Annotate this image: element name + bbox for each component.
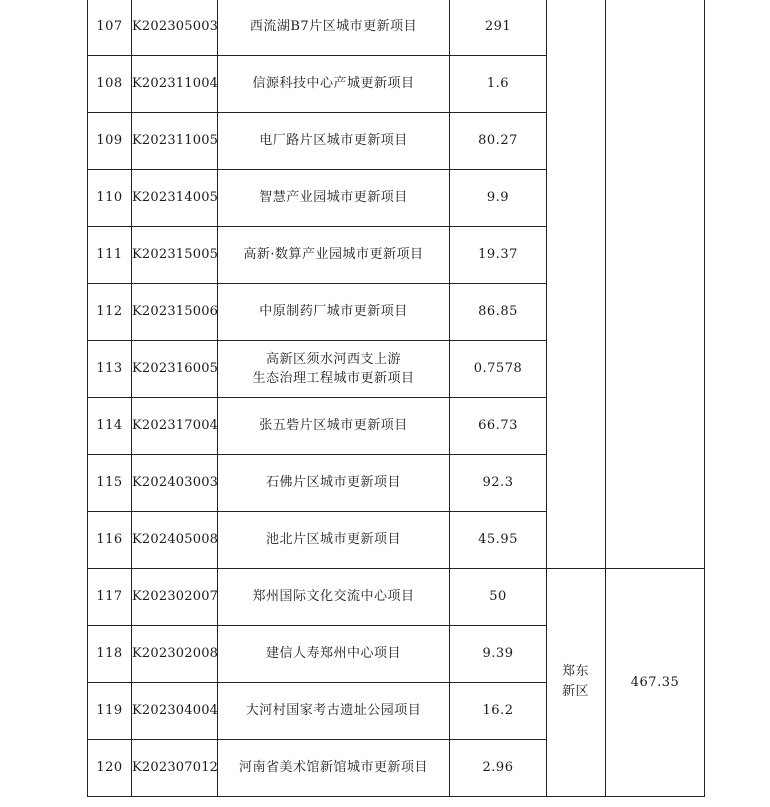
project-code: K202307012 <box>132 739 218 796</box>
district-total-cell-previous <box>606 0 705 568</box>
project-amount: 291 <box>450 0 547 55</box>
project-amount: 45.95 <box>450 511 547 568</box>
project-name: 池北片区城市更新项目 <box>218 511 450 568</box>
row-number: 113 <box>88 340 132 397</box>
project-amount: 9.9 <box>450 169 547 226</box>
row-number: 110 <box>88 169 132 226</box>
project-name: 信源科技中心产城更新项目 <box>218 55 450 112</box>
project-code: K202315005 <box>132 226 218 283</box>
row-number: 120 <box>88 739 132 796</box>
project-amount: 9.39 <box>450 625 547 682</box>
district-cell <box>547 568 606 796</box>
project-amount: 50 <box>450 568 547 625</box>
project-name: 石佛片区城市更新项目 <box>218 454 450 511</box>
project-name: 中原制药厂城市更新项目 <box>218 283 450 340</box>
row-number: 109 <box>88 112 132 169</box>
project-code: K202311004 <box>132 55 218 112</box>
project-amount: 80.27 <box>450 112 547 169</box>
project-name: 高新·数算产业园城市更新项目 <box>218 226 450 283</box>
table-row <box>88 0 705 55</box>
project-amount: 2.96 <box>450 739 547 796</box>
district-total: 467.35 <box>606 568 705 796</box>
project-name <box>218 340 450 397</box>
project-code: K202314005 <box>132 169 218 226</box>
project-name: 大河村国家考古遗址公园项目 <box>218 682 450 739</box>
row-number: 115 <box>88 454 132 511</box>
project-amount: 19.37 <box>450 226 547 283</box>
district-cell-previous <box>547 0 606 568</box>
project-name: 张五砦片区城市更新项目 <box>218 397 450 454</box>
project-name: 西流湖B7片区城市更新项目 <box>218 0 450 55</box>
project-code: K202316005 <box>132 340 218 397</box>
table-row <box>88 568 705 625</box>
project-name: 建信人寿郑州中心项目 <box>218 625 450 682</box>
row-number: 107 <box>88 0 132 55</box>
project-name: 河南省美术馆新馆城市更新项目 <box>218 739 450 796</box>
row-number: 117 <box>88 568 132 625</box>
project-name: 电厂路片区城市更新项目 <box>218 112 450 169</box>
project-name: 智慧产业园城市更新项目 <box>218 169 450 226</box>
row-number: 111 <box>88 226 132 283</box>
district-name-line-2: 新区 <box>562 684 590 699</box>
row-number: 119 <box>88 682 132 739</box>
project-amount: 66.73 <box>450 397 547 454</box>
project-name-line-1: 高新区须水河西支上游 <box>265 351 401 367</box>
row-number: 116 <box>88 511 132 568</box>
project-amount: 0.7578 <box>450 340 547 397</box>
project-amount: 16.2 <box>450 682 547 739</box>
project-code: K202317004 <box>132 397 218 454</box>
project-table <box>87 0 705 797</box>
project-amount: 1.6 <box>450 55 547 112</box>
row-number: 112 <box>88 283 132 340</box>
row-number: 118 <box>88 625 132 682</box>
project-code: K202305003 <box>132 0 218 55</box>
district-name-line-1: 郑东 <box>562 664 590 679</box>
project-code: K202315006 <box>132 283 218 340</box>
row-number: 114 <box>88 397 132 454</box>
project-amount: 86.85 <box>450 283 547 340</box>
project-code: K202405008 <box>132 511 218 568</box>
project-amount: 92.3 <box>450 454 547 511</box>
project-code: K202304004 <box>132 682 218 739</box>
district-name <box>562 662 590 702</box>
project-code: K202403003 <box>132 454 218 511</box>
project-name: 郑州国际文化交流中心项目 <box>218 568 450 625</box>
project-code: K202302008 <box>132 625 218 682</box>
project-name-line-2: 生态治理工程城市更新项目 <box>252 370 415 386</box>
project-code: K202302007 <box>132 568 218 625</box>
row-number: 108 <box>88 55 132 112</box>
project-code: K202311005 <box>132 112 218 169</box>
